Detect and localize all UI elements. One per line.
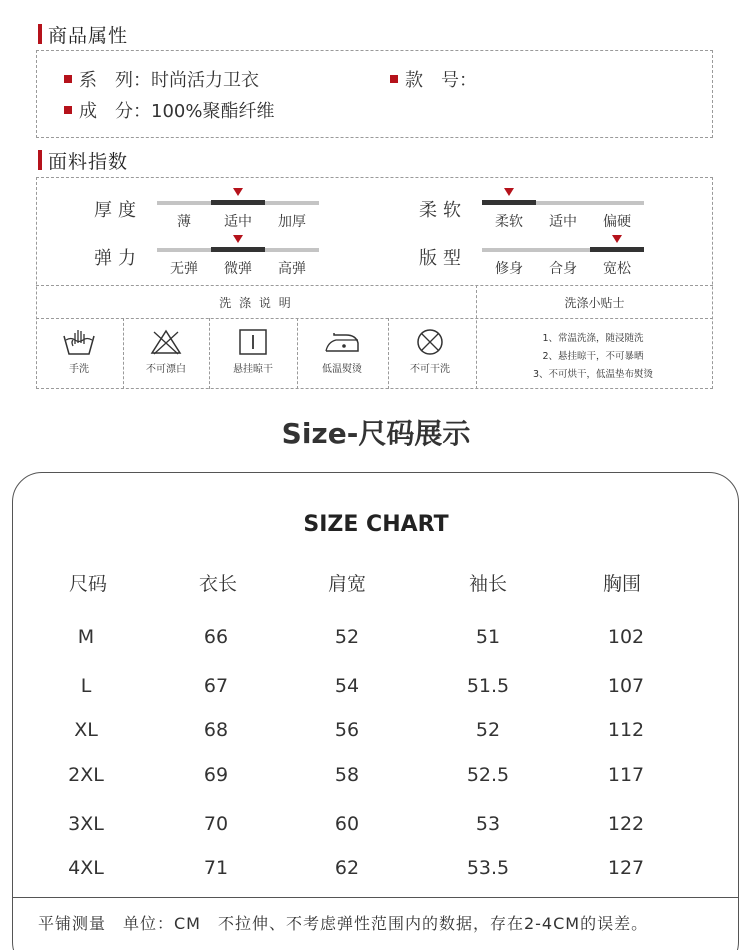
wash-tips	[480, 330, 706, 384]
scale-marker-icon	[233, 235, 243, 243]
scale-marker-icon	[612, 235, 622, 243]
wash-tips-header: 洗涤小贴士	[564, 296, 625, 310]
fabric-scale-fit	[482, 248, 644, 277]
attr-material	[64, 97, 274, 123]
size-cell-value: 68	[203, 719, 229, 741]
col-header: 尺码	[68, 573, 107, 595]
size-cell-value: 51.5	[466, 675, 510, 697]
col-header: 肩宽	[327, 573, 366, 595]
size-cell-label: 2XL	[68, 764, 104, 786]
scale-option: 适中	[224, 214, 252, 230]
scale-selected-segment	[211, 200, 265, 205]
size-cell-value: 60	[334, 813, 360, 835]
scale-selected-segment	[211, 247, 265, 252]
wash-item	[123, 328, 209, 375]
size-cell-value: 67	[203, 675, 229, 697]
scale-option: 薄	[177, 214, 191, 230]
scale-option: 适中	[549, 214, 577, 230]
size-cell-value: 69	[203, 764, 229, 786]
fabric-label-fit: 版型	[419, 248, 467, 269]
wash-label: 不可干洗	[410, 364, 450, 375]
size-footnote: 平铺测量 单位：CM 不拉伸、不考虑弹性范围内的数据，存在2-4CM的误差。	[38, 914, 649, 933]
size-cell-label: L	[80, 675, 92, 697]
section-title-fabric	[38, 147, 128, 173]
wash-label: 手洗	[69, 364, 89, 375]
size-chart-title: SIZE CHART	[303, 512, 449, 537]
footer-divider	[12, 897, 739, 898]
wash-tip: 3、不可烘干，低温垫布熨烫	[532, 369, 654, 380]
section-title-text: 商品属性	[48, 24, 129, 47]
size-cell-label: XL	[74, 719, 98, 741]
scale-option: 偏硬	[603, 214, 631, 230]
fabric-scale-softness	[482, 201, 644, 230]
section-title-text: 面料指数	[48, 150, 129, 173]
col-header: 胸围	[602, 573, 641, 595]
size-cell-value: 122	[607, 813, 645, 835]
size-cell-value: 52	[475, 719, 501, 741]
scale-option: 修身	[495, 261, 523, 277]
section-title-attributes	[38, 21, 128, 47]
scale-option: 合身	[549, 261, 577, 277]
wash-label: 不可漂白	[146, 364, 186, 375]
scale-selected-segment	[482, 200, 536, 205]
size-cell-value: 107	[607, 675, 645, 697]
hang-dry-icon	[235, 328, 271, 356]
attr-number	[390, 66, 477, 92]
size-cell-label: 4XL	[68, 857, 104, 879]
fabric-scale-thickness	[157, 201, 319, 230]
attr-series	[64, 66, 259, 92]
wash-tip: 1、常温洗涤，随浸随洗	[542, 333, 644, 344]
scale-option: 微弹	[224, 261, 252, 277]
scale-option: 柔软	[495, 214, 523, 230]
no-bleach-icon	[148, 328, 184, 356]
low-iron-icon	[322, 328, 362, 356]
size-cell-value: 52	[334, 626, 360, 648]
size-cell-value: 56	[334, 719, 360, 741]
attr-material-value: 100%聚酯纤维	[151, 101, 275, 122]
attr-material-label: 成 分：	[79, 101, 151, 122]
hand-wash-icon	[61, 328, 97, 356]
size-cell-value: 58	[334, 764, 360, 786]
fabric-label-softness: 柔软	[419, 200, 467, 221]
no-dry-clean-icon	[412, 328, 448, 356]
fabric-scale-elasticity	[157, 248, 319, 277]
size-cell-value: 102	[607, 626, 645, 648]
attributes-box	[36, 50, 713, 138]
bullet-square-icon	[390, 75, 398, 83]
attr-series-label: 系 列：	[79, 70, 151, 91]
scale-marker-icon	[504, 188, 514, 196]
size-cell-value: 53.5	[466, 857, 510, 879]
size-cell-value: 54	[334, 675, 360, 697]
scale-option: 加厚	[278, 214, 306, 230]
size-cell-value: 117	[607, 764, 645, 786]
size-cell-value: 53	[475, 813, 501, 835]
size-cell-value: 70	[203, 813, 229, 835]
col-header: 衣长	[198, 573, 237, 595]
size-cell-value: 66	[203, 626, 229, 648]
size-section-title: Size-尺码展示	[281, 417, 471, 450]
scale-option: 无弹	[170, 261, 198, 277]
wash-item	[36, 328, 122, 375]
wash-item	[210, 328, 296, 375]
divider	[36, 285, 713, 286]
size-cell-value: 52.5	[466, 764, 510, 786]
size-cell-label: 3XL	[68, 813, 104, 835]
divider	[36, 318, 713, 319]
scale-selected-segment	[590, 247, 644, 252]
scale-marker-icon	[233, 188, 243, 196]
size-cell-value: 51	[475, 626, 501, 648]
wash-header: 洗 涤 说 明	[219, 296, 293, 310]
col-header: 袖长	[468, 573, 507, 595]
scale-option: 宽松	[603, 261, 631, 277]
wash-label: 低温熨烫	[322, 364, 362, 375]
attr-number-label: 款 号：	[405, 70, 477, 91]
title-accent-bar	[38, 150, 42, 170]
fabric-label-thickness: 厚度	[94, 200, 142, 221]
wash-label: 悬挂晾干	[233, 364, 273, 375]
attr-series-value: 时尚活力卫衣	[151, 70, 259, 91]
title-accent-bar	[38, 24, 42, 44]
size-cell-value: 62	[334, 857, 360, 879]
divider	[297, 318, 298, 389]
size-cell-label: M	[77, 626, 95, 648]
bullet-square-icon	[64, 106, 72, 114]
wash-item	[299, 328, 385, 375]
size-cell-value: 112	[607, 719, 645, 741]
bullet-square-icon	[64, 75, 72, 83]
scale-option: 高弹	[278, 261, 306, 277]
wash-item	[387, 328, 473, 375]
size-cell-value: 71	[203, 857, 229, 879]
wash-tip: 2、悬挂晾干，不可暴晒	[542, 351, 644, 362]
size-cell-value: 127	[607, 857, 645, 879]
fabric-label-elasticity: 弹力	[94, 248, 142, 269]
